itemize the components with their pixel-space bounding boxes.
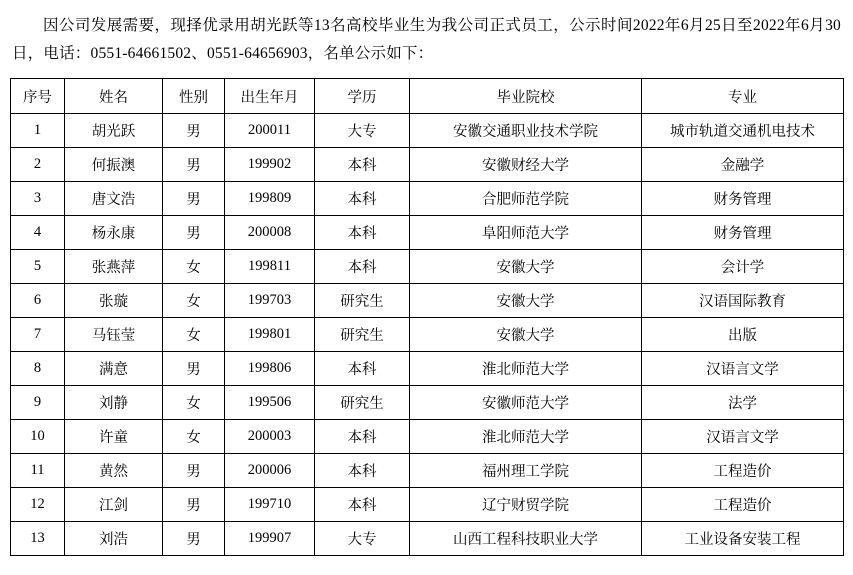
cell-name: 唐文浩 (65, 182, 163, 216)
cell-birthdate: 199801 (225, 318, 315, 352)
cell-school: 安徽交通职业技术学院 (410, 114, 642, 148)
cell-gender: 男 (163, 182, 225, 216)
cell-name: 许童 (65, 420, 163, 454)
cell-birthdate: 199811 (225, 250, 315, 284)
cell-name: 江剑 (65, 488, 163, 522)
cell-name: 刘浩 (65, 522, 163, 556)
cell-birthdate: 199506 (225, 386, 315, 420)
cell-gender: 男 (163, 522, 225, 556)
column-header-major: 专业 (642, 79, 844, 114)
cell-education: 本科 (315, 148, 410, 182)
cell-birthdate: 200006 (225, 454, 315, 488)
cell-gender: 女 (163, 420, 225, 454)
employee-roster-table (10, 78, 844, 556)
cell-index: 3 (11, 182, 65, 216)
cell-school: 合肥师范学院 (410, 182, 642, 216)
cell-major: 城市轨道交通机电技术 (642, 114, 844, 148)
cell-school: 安徽大学 (410, 318, 642, 352)
cell-education: 大专 (315, 114, 410, 148)
table-row (11, 114, 844, 148)
cell-education: 大专 (315, 522, 410, 556)
cell-major: 工业设备安装工程 (642, 522, 844, 556)
cell-major: 财务管理 (642, 182, 844, 216)
cell-major: 工程造价 (642, 454, 844, 488)
cell-major: 法学 (642, 386, 844, 420)
cell-gender: 男 (163, 114, 225, 148)
cell-education: 本科 (315, 352, 410, 386)
cell-gender: 女 (163, 386, 225, 420)
cell-education: 本科 (315, 488, 410, 522)
column-header-birthdate: 出生年月 (225, 79, 315, 114)
cell-education: 本科 (315, 420, 410, 454)
cell-name: 何振澳 (65, 148, 163, 182)
table-row (11, 488, 844, 522)
cell-school: 阜阳师范大学 (410, 216, 642, 250)
cell-gender: 男 (163, 216, 225, 250)
cell-birthdate: 200003 (225, 420, 315, 454)
cell-index: 6 (11, 284, 65, 318)
cell-birthdate: 199902 (225, 148, 315, 182)
cell-major: 汉语言文学 (642, 420, 844, 454)
column-header-school: 毕业院校 (410, 79, 642, 114)
cell-gender: 男 (163, 352, 225, 386)
table-row (11, 148, 844, 182)
cell-gender: 女 (163, 250, 225, 284)
cell-index: 13 (11, 522, 65, 556)
cell-index: 5 (11, 250, 65, 284)
cell-index: 2 (11, 148, 65, 182)
cell-gender: 男 (163, 454, 225, 488)
cell-gender: 男 (163, 148, 225, 182)
cell-name: 刘静 (65, 386, 163, 420)
table-row (11, 216, 844, 250)
cell-index: 4 (11, 216, 65, 250)
cell-name: 马钰莹 (65, 318, 163, 352)
cell-school: 山西工程科技职业大学 (410, 522, 642, 556)
column-header-name: 姓名 (65, 79, 163, 114)
cell-name: 张燕萍 (65, 250, 163, 284)
cell-gender: 女 (163, 318, 225, 352)
table-row (11, 522, 844, 556)
cell-major: 出版 (642, 318, 844, 352)
table-row (11, 250, 844, 284)
cell-education: 本科 (315, 216, 410, 250)
table-row (11, 386, 844, 420)
cell-index: 9 (11, 386, 65, 420)
cell-name: 张璇 (65, 284, 163, 318)
cell-education: 研究生 (315, 386, 410, 420)
table-row (11, 352, 844, 386)
table-row (11, 454, 844, 488)
cell-major: 财务管理 (642, 216, 844, 250)
cell-education: 研究生 (315, 284, 410, 318)
cell-birthdate: 200011 (225, 114, 315, 148)
cell-gender: 女 (163, 284, 225, 318)
cell-school: 淮北师范大学 (410, 352, 642, 386)
cell-school: 安徽财经大学 (410, 148, 642, 182)
cell-education: 研究生 (315, 318, 410, 352)
cell-school: 安徽大学 (410, 284, 642, 318)
cell-education: 本科 (315, 250, 410, 284)
cell-name: 杨永康 (65, 216, 163, 250)
cell-birthdate: 199703 (225, 284, 315, 318)
cell-birthdate: 199806 (225, 352, 315, 386)
cell-index: 12 (11, 488, 65, 522)
table-row (11, 284, 844, 318)
table-row (11, 420, 844, 454)
cell-major: 汉语言文学 (642, 352, 844, 386)
cell-school: 辽宁财贸学院 (410, 488, 642, 522)
cell-index: 11 (11, 454, 65, 488)
cell-gender: 男 (163, 488, 225, 522)
cell-school: 安徽大学 (410, 250, 642, 284)
cell-index: 8 (11, 352, 65, 386)
cell-education: 本科 (315, 454, 410, 488)
cell-index: 10 (11, 420, 65, 454)
cell-school: 福州理工学院 (410, 454, 642, 488)
cell-education: 本科 (315, 182, 410, 216)
cell-birthdate: 199809 (225, 182, 315, 216)
cell-name: 黄然 (65, 454, 163, 488)
cell-name: 满意 (65, 352, 163, 386)
cell-school: 淮北师范大学 (410, 420, 642, 454)
column-header-gender: 性别 (163, 79, 225, 114)
table-header (11, 79, 844, 114)
cell-major: 工程造价 (642, 488, 844, 522)
cell-birthdate: 199907 (225, 522, 315, 556)
cell-index: 7 (11, 318, 65, 352)
table-row (11, 182, 844, 216)
announcement-paragraph: 因公司发展需要，现择优录用胡光跃等13名高校毕业生为我公司正式员工，公示时间2022年6月25日至2022年6月30日，电话：0551-64661502、0551-64656903，名单公示如下： (12, 17, 841, 62)
column-header-index: 序号 (11, 79, 65, 114)
column-header-education: 学历 (315, 79, 410, 114)
cell-birthdate: 200008 (225, 216, 315, 250)
cell-index: 1 (11, 114, 65, 148)
cell-major: 金融学 (642, 148, 844, 182)
table-header-row (11, 79, 844, 114)
table-row (11, 318, 844, 352)
cell-name: 胡光跃 (65, 114, 163, 148)
cell-school: 安徽师范大学 (410, 386, 642, 420)
cell-major: 汉语国际教育 (642, 284, 844, 318)
cell-birthdate: 199710 (225, 488, 315, 522)
cell-major: 会计学 (642, 250, 844, 284)
table-body (11, 114, 844, 556)
